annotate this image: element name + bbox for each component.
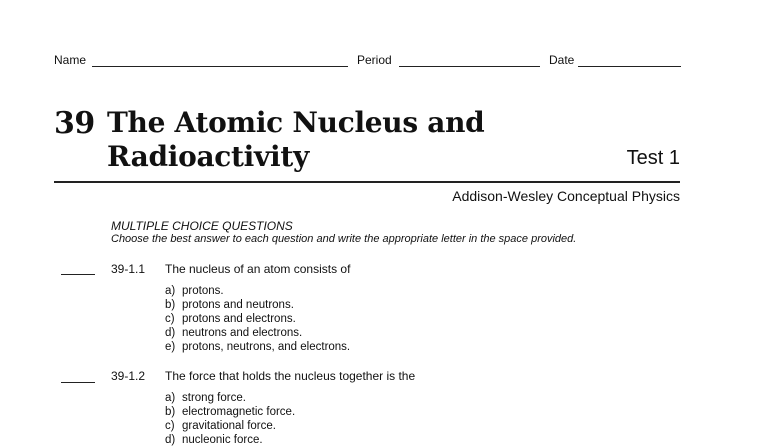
question-number: 39-1.2 <box>111 369 146 383</box>
name-label: Name <box>54 53 87 67</box>
choice-letter: d) <box>165 327 176 339</box>
choice-letter: c) <box>165 313 175 325</box>
choice-item <box>165 284 350 298</box>
period-field[interactable] <box>399 66 540 67</box>
choice-text: neutrons and electrons. <box>182 327 303 339</box>
choice-text: electromagnetic force. <box>182 406 296 418</box>
choice-item <box>165 419 295 433</box>
choice-item <box>165 312 350 326</box>
answer-blank-1[interactable] <box>61 274 95 275</box>
choice-list <box>165 284 350 354</box>
choice-letter: a) <box>165 392 176 404</box>
title-line-1: The Atomic Nucleus and <box>107 106 485 139</box>
choice-letter: e) <box>165 341 176 353</box>
section-heading: MULTIPLE CHOICE QUESTIONS <box>111 219 293 233</box>
choice-letter: b) <box>165 406 176 418</box>
choice-text: protons and electrons. <box>182 313 296 325</box>
choice-text: protons. <box>182 285 224 297</box>
choice-item <box>165 340 350 354</box>
choice-list <box>165 391 295 447</box>
question-text: The force that holds the nucleus together is the <box>165 369 416 383</box>
choice-letter: d) <box>165 434 176 446</box>
choice-item <box>165 298 350 312</box>
choice-text: gravitational force. <box>182 420 276 432</box>
date-label: Date <box>549 53 575 67</box>
section-instructions: Choose the best answer to each question and write the appropriate letter in the space provided. <box>111 233 577 245</box>
choice-item <box>165 391 295 405</box>
choice-item <box>165 326 350 340</box>
date-field[interactable] <box>578 66 681 67</box>
period-label: Period <box>357 53 392 67</box>
answer-blank-2[interactable] <box>61 382 95 383</box>
choice-text: strong force. <box>182 392 246 404</box>
name-field[interactable] <box>92 66 348 67</box>
choice-item <box>165 405 295 419</box>
choice-letter: b) <box>165 299 176 311</box>
choice-text: protons, neutrons, and electrons. <box>182 341 351 353</box>
test-label: Test 1 <box>626 147 680 169</box>
question-text: The nucleus of an atom consists of <box>165 262 351 276</box>
publisher: Addison-Wesley Conceptual Physics <box>452 188 680 204</box>
title-line-2: Radioactivity <box>107 140 309 173</box>
chapter-number: 39 <box>54 106 95 141</box>
choice-text: nucleonic force. <box>182 434 263 446</box>
choice-letter: c) <box>165 420 175 432</box>
choice-item <box>165 433 295 447</box>
choice-text: protons and neutrons. <box>182 299 294 311</box>
question-number: 39-1.1 <box>111 262 146 276</box>
page-title <box>107 106 484 174</box>
title-rule <box>54 181 680 183</box>
choice-letter: a) <box>165 285 176 297</box>
